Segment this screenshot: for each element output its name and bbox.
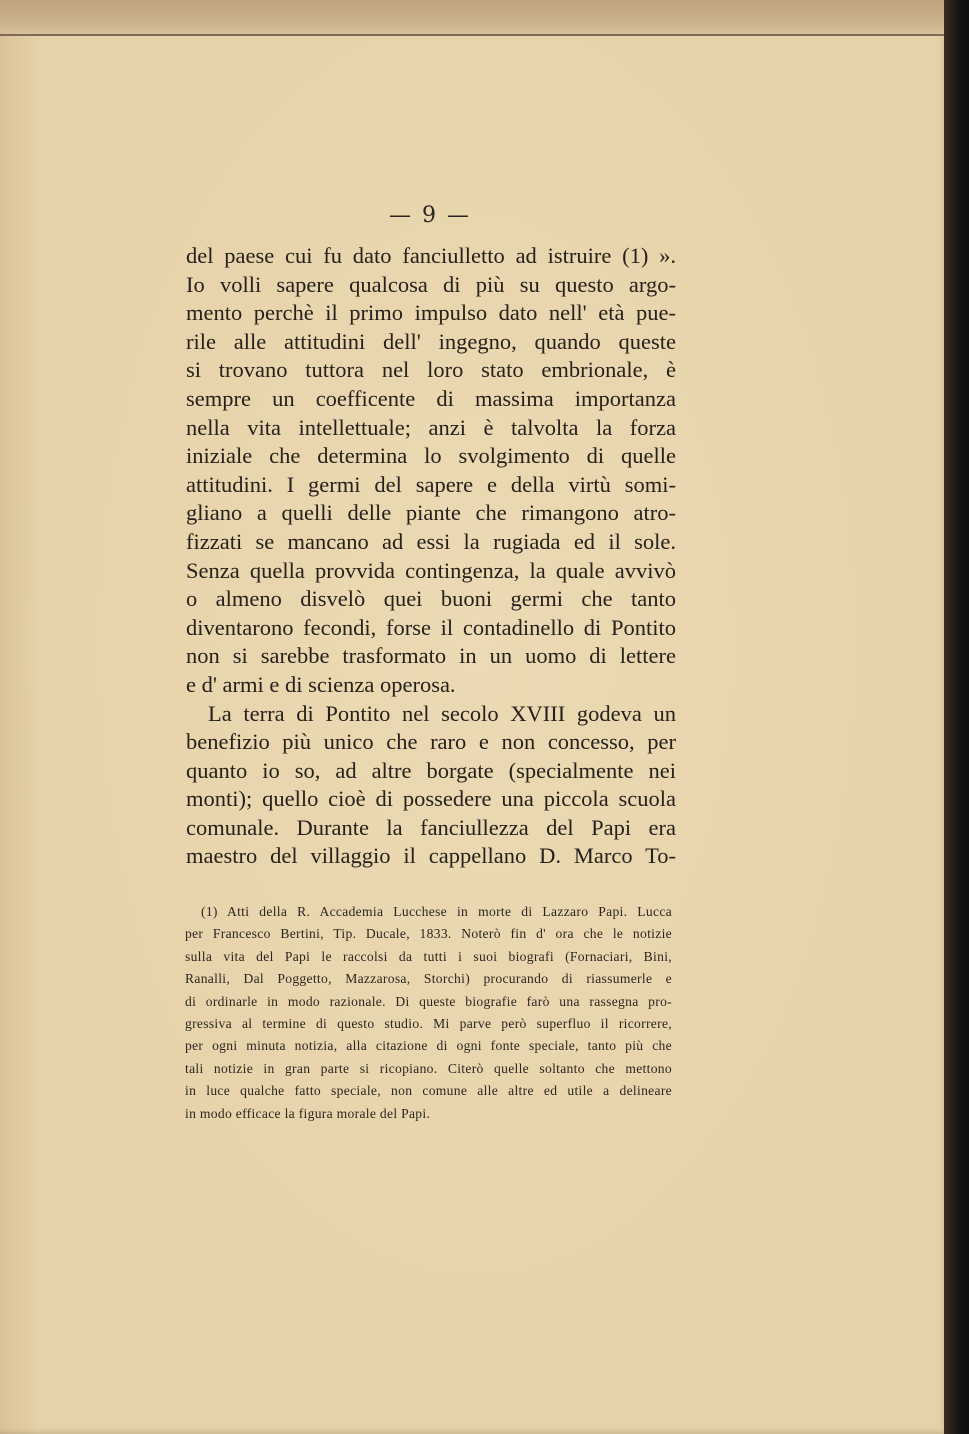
text-line: nella vita intellettuale; anzi è talvolta la forza	[186, 414, 676, 440]
text-line: Senza quella provvida contingenza, la quale avvivò	[186, 557, 676, 583]
footnote-line: di ordinarle in modo razionale. Di queste biografie farò una rassegna pro-	[185, 993, 672, 1009]
footnote-line: gressiva al termine di questo studio. Mi parve però superfluo il ricorrere,	[185, 1016, 672, 1032]
main-text	[186, 242, 676, 871]
text-line: iniziale che determina lo svolgimento di quelle	[186, 443, 676, 469]
text-line: rile alle attitudini dell' ingegno, quando queste	[186, 328, 676, 354]
text-line: comunale. Durante la fanciullezza del Papi era	[186, 814, 676, 840]
text-line: quanto io so, ad altre borgate (specialmente nei	[186, 757, 676, 783]
text-line: del paese cui fu dato fanciulletto ad istruire (1) ».	[186, 243, 676, 268]
footnote-line: (1) Atti della R. Accademia Lucchese in morte di Lazzaro Papi. Lucca	[201, 904, 672, 919]
text-line: fizzati se mancano ad essi la rugiada ed il sole.	[186, 528, 676, 554]
footnote-line: in luce qualche fatto speciale, non comune alle altre ed utile a delineare	[185, 1083, 672, 1099]
text-line: benefizio più unico che raro e non concesso, per	[186, 729, 676, 755]
footnote-line: per ogni minuta notizia, alla citazione di ogni fonte speciale, tanto più che	[185, 1038, 672, 1054]
footnote	[185, 901, 672, 1125]
text-line: e d' armi e di scienza operosa.	[186, 671, 456, 697]
page-number: — 9 —	[389, 203, 471, 228]
text-line: o almeno disvelò quei buoni germi che tanto	[186, 586, 676, 612]
text-line: monti); quello cioè di possedere una piccola scuola	[186, 786, 676, 812]
text-line: attitudini. I germi del sapere e della virtù somi-	[186, 471, 676, 497]
text-line: non si sarebbe trasformato in un uomo di lettere	[186, 643, 676, 669]
footnote-line: sulla vita del Papi le raccolsi da tutti i suoi biografi (Fornaciari, Bini,	[185, 948, 672, 964]
text-line: maestro del villaggio il cappellano D. Marco To-	[186, 843, 676, 869]
text-line: Io volli sapere qualcosa di più su questo argo-	[186, 271, 676, 297]
text-line: La terra di Pontito nel secolo XVIII godeva un	[208, 700, 676, 726]
text-line: mento perchè il primo impulso dato nell' età pue-	[186, 300, 676, 326]
text-line: sempre un coefficente di massima importanza	[186, 385, 676, 411]
page-top-edge	[0, 0, 952, 36]
page-binding-edge	[944, 0, 969, 1434]
footnote-line: in modo efficace la figura morale del Papi.	[185, 1105, 431, 1121]
text-line: gliano a quelli delle piante che rimangono atro-	[186, 500, 676, 526]
footnote-line: tali notizie in gran parte si ricopiano. Citerò quelle soltanto che mettono	[185, 1060, 672, 1076]
footnote-line: per Francesco Bertini, Tip. Ducale, 1833. Noterò fin d' ora che le notizie	[185, 926, 672, 942]
footnote-line: Ranalli, Dal Poggetto, Mazzarosa, Storchi) procurando di riassumerle e	[185, 971, 672, 987]
text-line: diventarono fecondi, forse il contadinello di Pontito	[186, 614, 676, 640]
text-line: si trovano tuttora nel loro stato embrionale, è	[186, 357, 676, 383]
